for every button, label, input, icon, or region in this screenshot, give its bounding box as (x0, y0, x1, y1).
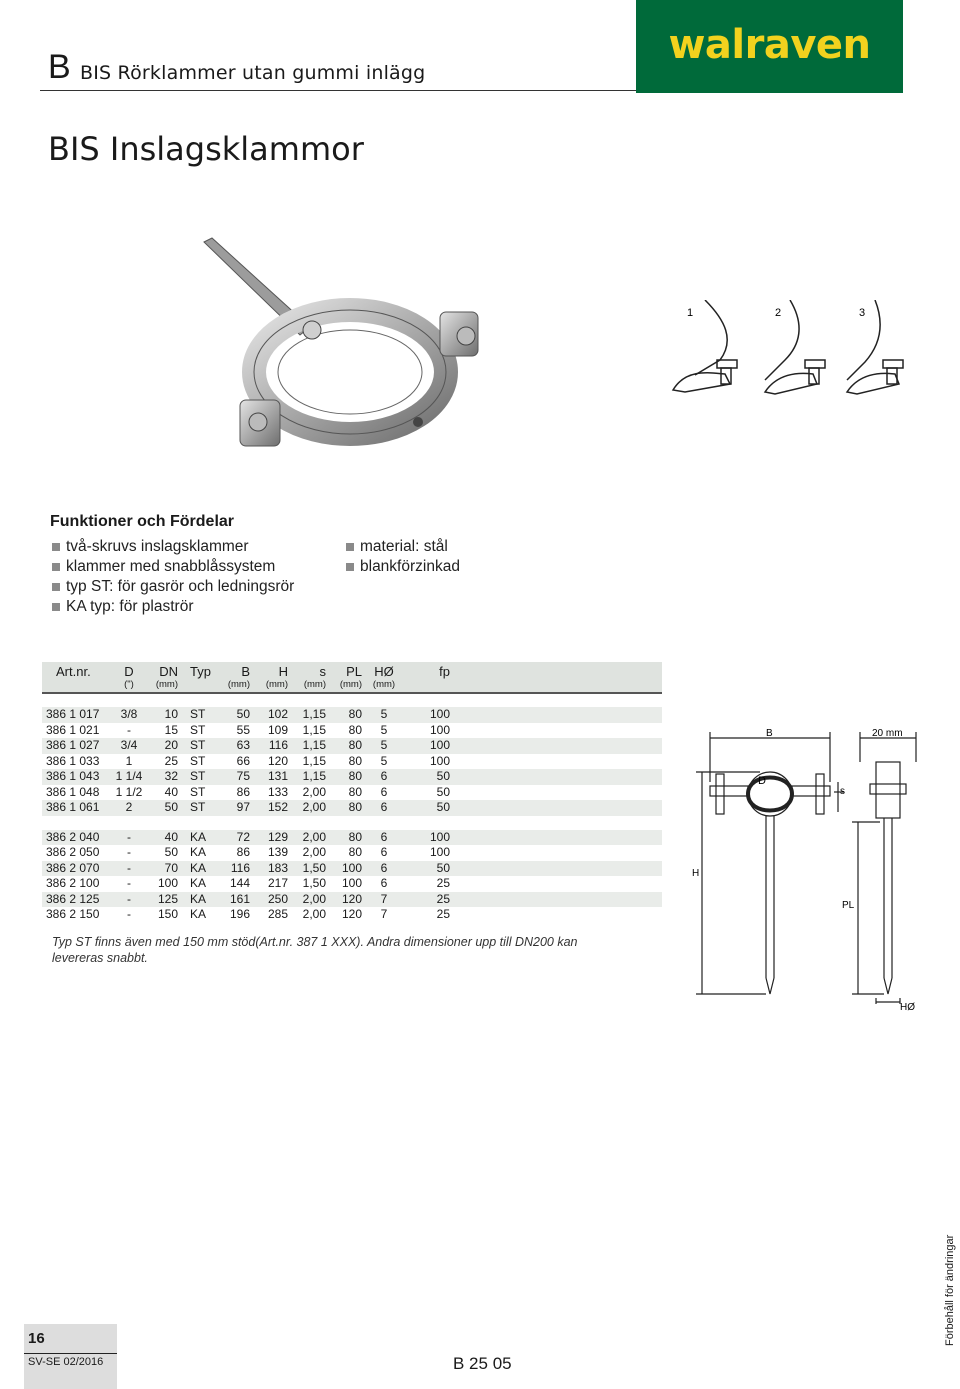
table-cell: 116 (216, 861, 254, 877)
product-note: Typ ST finns även med 150 mm stöd(Art.nr. 387 1 XXX). Andra dimensioner upp till DN200 kan levereras snabbt. (52, 935, 578, 965)
brand-logo (636, 0, 903, 93)
table-cell: 109 (267, 722, 288, 737)
dim-ho-label: HØ (900, 1002, 915, 1013)
table-cell: 80 (348, 722, 362, 737)
col-unit: (mm) (144, 679, 182, 693)
table-cell: 120 (267, 753, 288, 768)
col-unit: (mm) (216, 679, 254, 693)
table-cell: 120 (328, 892, 366, 908)
brand-name: walraven (668, 22, 871, 68)
table-cell: 1,15 (290, 707, 328, 723)
table-row (42, 892, 662, 908)
table-cell: 2,00 (302, 784, 326, 799)
section-title: BIS Rörklammer utan gummi inlägg (80, 62, 426, 84)
table-body (42, 693, 662, 923)
col-unit: (mm) (366, 679, 402, 693)
features-title: Funktioner och Fördelar (50, 513, 235, 530)
table-cell-spacer (452, 738, 662, 754)
col-spacer (452, 662, 662, 679)
table-cell: 5 (366, 707, 402, 723)
table-cell: - (127, 876, 131, 890)
table-cell: 50 (164, 845, 178, 859)
table-cell-spacer (452, 754, 662, 770)
table-cell: KA (182, 861, 216, 877)
table-cell: 86 (236, 784, 250, 799)
bullet-icon (52, 543, 60, 551)
table-cell: 2,00 (290, 800, 328, 816)
table-cell: 386 1 033 (46, 753, 100, 768)
table-cell: 66 (236, 753, 250, 768)
feature-item: två-skruvs inslagsklammer (52, 537, 294, 557)
table-cell: 80 (328, 769, 366, 785)
bullet-icon (52, 583, 60, 591)
col-unit (402, 679, 452, 693)
table-cell: 150 (157, 907, 178, 921)
features-left-list (52, 537, 294, 617)
table-cell: ST (190, 722, 206, 737)
table-cell: 80 (348, 753, 362, 768)
table-row (42, 707, 662, 723)
table-cell: 386 2 150 (46, 907, 100, 921)
table-cell: 131 (254, 769, 290, 785)
feature-item: KA typ: för plaströr (52, 597, 294, 617)
header-divider (40, 90, 637, 91)
footer-divider (24, 1353, 117, 1354)
table-cell: 25 (164, 753, 178, 768)
product-photo (200, 232, 500, 472)
table-cell: - (127, 907, 131, 921)
table-cell: 2,00 (290, 830, 328, 846)
table-cell: 386 1 043 (42, 769, 114, 785)
table-cell: ST (182, 707, 216, 723)
dim-width-label: 20 mm (872, 728, 903, 739)
table-cell: KA (190, 845, 207, 859)
table-cell: 1,15 (290, 738, 328, 754)
bullet-icon (52, 603, 60, 611)
table-cell: 100 (328, 861, 366, 877)
table-cell: 102 (254, 707, 290, 723)
table-row (42, 800, 662, 816)
table-header-row (42, 662, 662, 679)
dim-pl-label: PL (842, 900, 855, 911)
table-cell: 6 (380, 845, 388, 859)
table-cell: 80 (348, 784, 362, 799)
table-cell: 386 2 040 (42, 830, 114, 846)
step-label: 2 (775, 307, 782, 319)
col-unit: (mm) (254, 679, 290, 693)
table-cell: 116 (254, 738, 290, 754)
table-cell: 6 (366, 800, 402, 816)
table-cell: 6 (366, 861, 402, 877)
table-cell: 25 (402, 892, 452, 908)
table-cell: 386 2 050 (46, 845, 100, 859)
spec-table (42, 662, 662, 923)
table-row (42, 861, 662, 877)
page-title: BIS Inslagsklammor (48, 130, 364, 168)
edition-date: SV-SE 02/2016 (28, 1356, 104, 1368)
table-cell: 1,15 (302, 722, 326, 737)
feature-item: blankförzinkad (346, 557, 460, 577)
table-cell: ST (182, 738, 216, 754)
table-cell: 1 1/4 (115, 769, 143, 783)
table-cell: 7 (366, 892, 402, 908)
col-unit (182, 679, 216, 693)
table-cell: 20 (144, 738, 182, 754)
table-cell: 6 (380, 784, 388, 799)
feature-item: klammer med snabblåssystem (52, 557, 294, 577)
table-cell: 125 (144, 892, 182, 908)
table-cell-spacer (452, 769, 662, 785)
table-cell: - (114, 830, 144, 846)
table-cell: 80 (328, 738, 366, 754)
disclaimer: Förbehåll för ändringar (944, 1234, 956, 1346)
table-row (42, 723, 662, 739)
table-cell: 25 (436, 907, 450, 921)
table-cell: 2,00 (302, 845, 326, 859)
table-cell: 63 (216, 738, 254, 754)
table-cell-spacer (452, 876, 662, 892)
table-cell: KA (190, 876, 207, 890)
table-cell: 80 (328, 830, 366, 846)
table-cell: 386 1 027 (42, 738, 114, 754)
table-cell: 285 (267, 907, 288, 921)
table-cell-spacer (452, 707, 662, 723)
table-cell: 386 1 061 (42, 800, 114, 816)
dim-d-label: D (758, 775, 766, 787)
table-row (42, 876, 662, 892)
table-cell: 100 (402, 830, 452, 846)
table-cell: 25 (436, 876, 450, 890)
table-cell: 1 (125, 753, 133, 768)
col-header: Art.nr. (42, 662, 114, 679)
table-row (42, 754, 662, 770)
table-cell: 50 (144, 800, 182, 816)
table-cell: 80 (348, 845, 362, 859)
table-cell: 133 (267, 784, 288, 799)
table-row (42, 769, 662, 785)
dim-h-label: H (692, 868, 700, 879)
table-cell: 50 (402, 861, 452, 877)
table-spacer (42, 693, 662, 707)
table-cell: 40 (144, 830, 182, 846)
table-cell: 144 (229, 876, 250, 890)
section-letter: B (48, 48, 71, 86)
table-cell: 129 (254, 830, 290, 846)
table-cell-spacer (452, 845, 662, 861)
col-unit: (") (114, 679, 144, 693)
table-cell: 183 (254, 861, 290, 877)
col-header: s (290, 662, 328, 679)
table-cell: 386 2 125 (42, 892, 114, 908)
col-header: fp (402, 662, 452, 679)
col-spacer (452, 679, 662, 693)
dim-b-label: B (766, 728, 773, 739)
footer-box (24, 1324, 117, 1389)
dim-s-label: s (840, 786, 845, 797)
table-cell: 1,15 (302, 753, 326, 768)
table-cell: 50 (402, 769, 452, 785)
table-cell: 3/4 (114, 738, 144, 754)
table-cell: 139 (267, 845, 288, 859)
table-cell: 75 (216, 769, 254, 785)
table-cell: - (114, 861, 144, 877)
table-cell: ST (182, 769, 216, 785)
table-cell: 120 (341, 907, 362, 921)
table-cell: - (127, 845, 131, 859)
table-cell: 97 (216, 800, 254, 816)
feature-item: material: stål (346, 537, 460, 557)
table-cell: 1,50 (290, 861, 328, 877)
table-cell: 1,15 (290, 769, 328, 785)
table-cell: 152 (254, 800, 290, 816)
features-right-list (346, 537, 460, 577)
table-cell: 2,00 (290, 892, 328, 908)
table-cell-spacer (452, 723, 662, 739)
table-row (42, 845, 662, 861)
table-cell: 100 (157, 876, 178, 890)
table-spacer (42, 816, 662, 830)
table-cell: 100 (341, 876, 362, 890)
table-cell: 5 (380, 722, 388, 737)
table-cell: - (114, 892, 144, 908)
table-row (42, 738, 662, 754)
technical-drawing (690, 722, 930, 1022)
col-header: D (114, 662, 144, 679)
table-cell: 50 (402, 800, 452, 816)
table-cell: 1,50 (302, 876, 326, 890)
table-cell: 6 (366, 830, 402, 846)
table-cell: KA (190, 907, 207, 921)
bullet-icon (346, 563, 354, 571)
table-cell: 161 (216, 892, 254, 908)
table-cell: 250 (254, 892, 290, 908)
table-cell: 100 (402, 738, 452, 754)
table-cell-spacer (452, 861, 662, 877)
table-cell: 386 1 017 (42, 707, 114, 723)
table-cell: ST (182, 800, 216, 816)
table-cell-spacer (452, 800, 662, 816)
table-cell: 55 (236, 722, 250, 737)
table-cell: 1 1/2 (115, 784, 143, 799)
table-cell: 5 (366, 738, 402, 754)
table-cell-spacer (452, 830, 662, 846)
table-cell: 10 (144, 707, 182, 723)
table-units-row (42, 679, 662, 693)
table-cell: 196 (229, 907, 250, 921)
table-cell: 2 (114, 800, 144, 816)
table-cell-spacer (452, 892, 662, 908)
table-cell: 3/8 (114, 707, 144, 723)
table-cell: 217 (267, 876, 288, 890)
step-label: 1 (687, 307, 694, 319)
step-label: 3 (859, 307, 866, 319)
table-cell: 386 2 070 (42, 861, 114, 877)
table-cell: - (127, 722, 131, 737)
col-header: HØ (366, 662, 402, 679)
table-row (42, 907, 662, 923)
page-number: 16 (28, 1330, 45, 1347)
col-header: PL (328, 662, 366, 679)
table-cell: 80 (328, 707, 366, 723)
table-cell: 80 (328, 800, 366, 816)
col-header: Typ (182, 662, 216, 679)
table-cell: 86 (236, 845, 250, 859)
table-cell: ST (190, 784, 206, 799)
table-cell: 100 (429, 753, 450, 768)
table-cell-spacer (452, 907, 662, 923)
table-cell: 386 1 021 (46, 722, 100, 737)
table-cell-spacer (452, 785, 662, 801)
table-cell: 40 (164, 784, 178, 799)
table-cell: 386 1 048 (46, 784, 100, 799)
table-cell: 72 (216, 830, 254, 846)
table-cell: ST (190, 753, 206, 768)
table-cell: 100 (429, 722, 450, 737)
table-cell: 100 (402, 707, 452, 723)
feature-item: typ ST: för gasrör och ledningsrör (52, 577, 294, 597)
table-cell: 15 (164, 722, 178, 737)
table-cell: 7 (380, 907, 388, 921)
col-header: B (216, 662, 254, 679)
col-header: DN (144, 662, 182, 679)
col-header: H (254, 662, 290, 679)
bullet-icon (52, 563, 60, 571)
table-cell: 100 (429, 845, 450, 859)
table-cell: 2,00 (302, 907, 326, 921)
col-unit: (mm) (290, 679, 328, 693)
table-cell: 32 (144, 769, 182, 785)
table-cell: 386 2 100 (46, 876, 100, 890)
table-cell: 5 (380, 753, 388, 768)
table-cell: KA (182, 892, 216, 908)
installation-steps (665, 300, 925, 400)
col-unit (42, 679, 114, 693)
bullet-icon (346, 543, 354, 551)
table-row (42, 785, 662, 801)
document-code: B 25 05 (453, 1354, 512, 1373)
table-cell: 50 (216, 707, 254, 723)
table-cell: 6 (380, 876, 388, 890)
table-row (42, 830, 662, 846)
table-cell: 6 (366, 769, 402, 785)
table-cell: 50 (436, 784, 450, 799)
table-cell: KA (182, 830, 216, 846)
col-unit: (mm) (328, 679, 366, 693)
table-cell: 70 (144, 861, 182, 877)
